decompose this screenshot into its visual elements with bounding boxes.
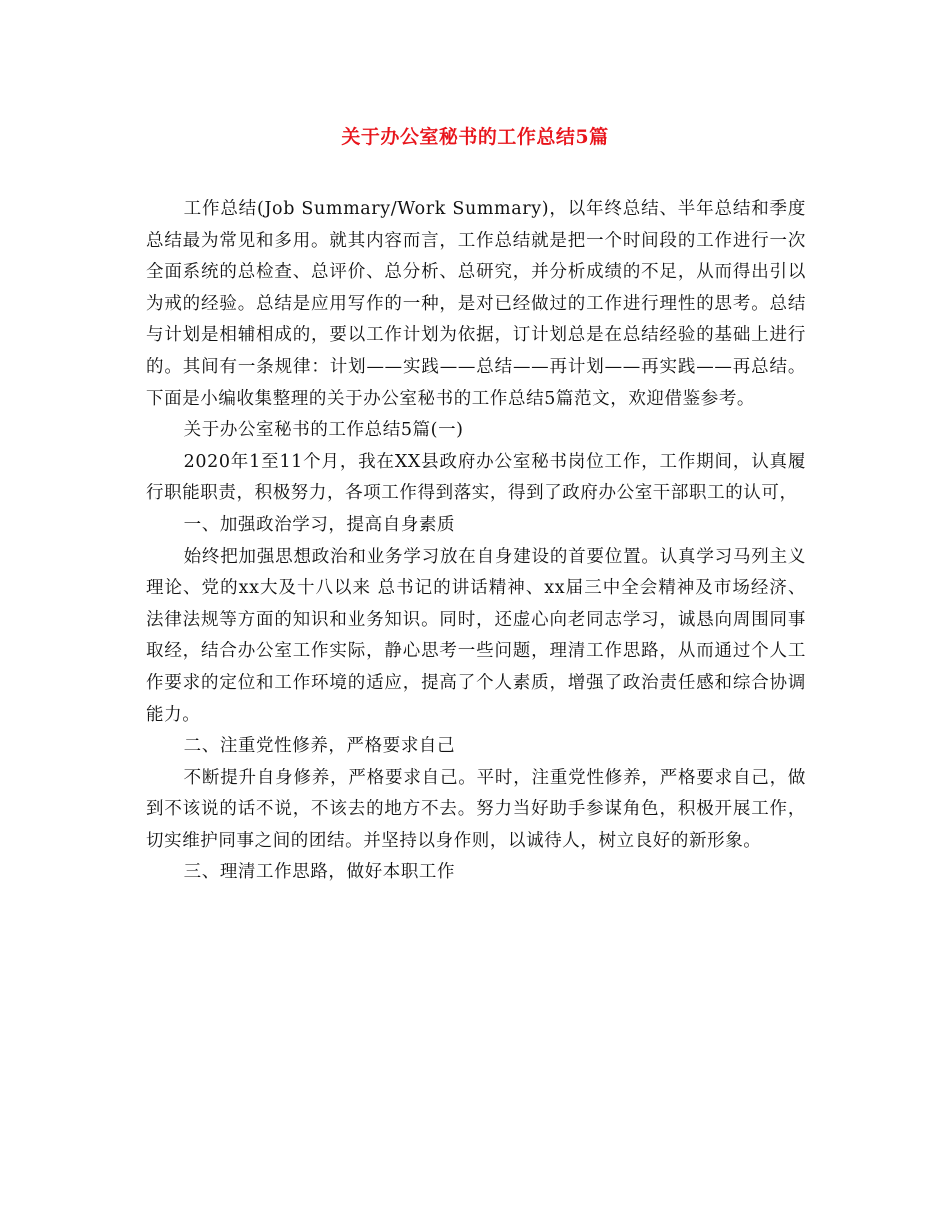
section-heading: 三、理清工作思路，做好本职工作 [183, 862, 456, 883]
body-paragraph: 始终把加强思想政治和业务学习放在自身建设的首要位置。认真学习马列主义理论、党的xx大及十八以来 总书记的讲话精神、xx届三中全会精神及市场经济、法律法规等方面的知识和业务知识。同时，还虚心向老同志学习，诚恳向周围同事取经，结合办公室工作实际，静心思考一些问题，理清工作思路，从而通过个人工作要求的定位和工作环境的适应，提高了个人素质，增强了政治责任感和综合协调能力。 [146, 546, 806, 725]
section-heading: 二、注重党性修养，严格要求自己 [183, 736, 456, 757]
body-paragraph: 2020年1至11个月，我在XX县政府办公室秘书岗位工作，工作期间，认真履行职能职责，积极努力，各项工作得到落实，得到了政府办公室干部职工的认可， [146, 451, 806, 504]
intro-paragraph: 工作总结(Job Summary/Work Summary)，以年终总结、半年总结和季度总结最为常见和多用。就其内容而言，工作总结就是把一个时间段的工作进行一次全面系统的总检查、总评价、总分析、总研究，并分析成绩的不足，从而得出引以为戒的经验。总结是应用写作的一种，是对已经做过的工作进行理性的思考。总结与计划是相辅相成的，要以工作计划为依据，订计划总是在总结经验的基础上进行的。其间有一条规律：计划——实践——总结——再计划——再实践——再总结。下面是小编收集整理的关于办公室秘书的工作总结5篇范文，欢迎借鉴参考。 [146, 199, 806, 409]
body-paragraph: 不断提升自身修养，严格要求自己。平时，注重党性修养，严格要求自己，做到不该说的话不说，不该去的地方不去。努力当好助手参谋角色，积极开展工作，切实维护同事之间的团结。并坚持以身作则，以诚待人，树立良好的新形象。 [146, 767, 806, 851]
section-heading-part-one: 关于办公室秘书的工作总结5篇(一) [183, 420, 464, 441]
document-body [146, 194, 806, 889]
section-heading: 一、加强政治学习，提高自身素质 [183, 514, 456, 535]
document-title: 关于办公室秘书的工作总结5篇 [341, 126, 609, 148]
